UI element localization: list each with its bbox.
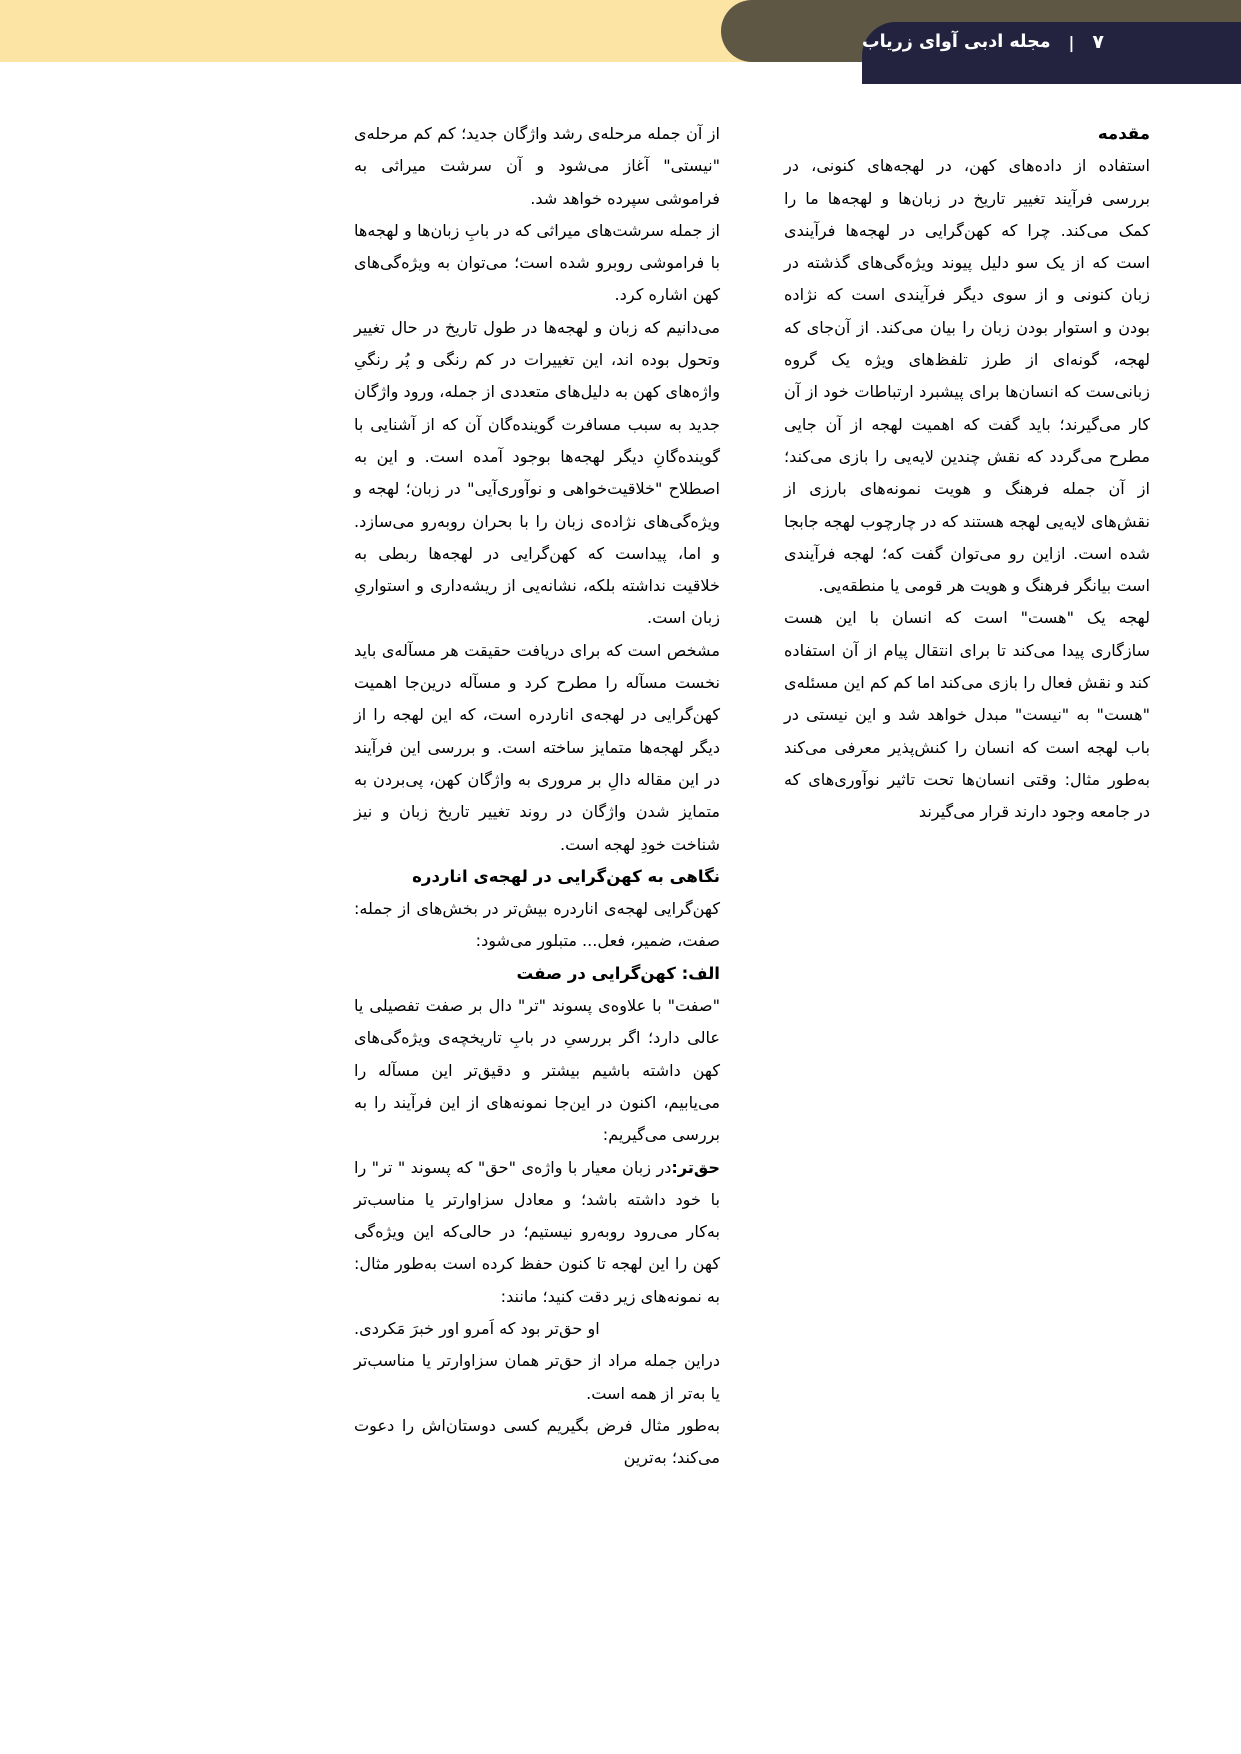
header-separator: | (1068, 32, 1075, 52)
example-sentence: او حق‌تر بود که اَمرو اور خبرَ مَکردی. (354, 1318, 600, 1338)
left-final-paragraph-2: به‌طور مثال فرض بگیریم کسی دوستان‌اش را دعوت می‌کند؛ به‌ترین (354, 1415, 720, 1468)
page-header (0, 0, 1241, 62)
section-heading-kohangerayi: نگاهی به کهن‌گرایی در لهجه‌ی اناردره (412, 866, 720, 886)
left-final-paragraph-1: دراین جمله مراد از حق‌تر همان سزاوارتر یا مناسب‌تر یا به‌تر از همه است. (354, 1351, 720, 1403)
right-column-heading: مقدمه (1097, 124, 1150, 143)
right-paragraph-2: لهجه یک "هست" است که انسان با این هست سازگاری پیدا می‌کند تا برای انتقال پیام از آن استفاده کند و نقش فعال را بازی می‌کند اما کم کم این مسئله‌ی "هست" به "نیست" مبدل خواهد شد و این نیستی در باب لهجه است که انسان را کنش‌پذیر معرفی می‌کند به‌طور مثال: وقتی انسان‌ها تحت تاثیر نوآوری‌های که در جامعه وجود دارند قرار می‌گیرند (784, 608, 1150, 822)
page-number: ۷ (1092, 31, 1104, 53)
run-in-body: در زبان معیار با واژه‌ی "حق" که پسوند " تر" را با خود داشته باشد؛ و معادل سزاوارتر یا مناسب‌تر به‌کار می‌رود روبه‌رو نیستیم؛ در حالی‌که این ویژه‌گی کهن را این لهجه تا کنون حفظ کرده است به‌طور مثال: به نمونه‌های زیر دقت کنید؛ مانند: (354, 1157, 720, 1306)
right-column (784, 118, 1150, 829)
page-body (0, 118, 1241, 1618)
left-paragraph-4: مشخص است که برای دریافت حقیقت هر مسآله‌ی باید نخست مسآله را مطرح کرد و مسآله درین‌جا اهمیت کهن‌گرایی در لهجه‌ی اناردره است، که این لهجه را از دیگر لهجه‌ها متمایز ساخته است. و بررسی این فرآیند در این مقاله دالِ بر مروری به واژگان کهن، پی‌بردن به متمایز شدن واژگان در روند تغییر تاریخ زبان و نیز شناخت خودِ لهجه است. (354, 640, 720, 854)
run-in-term: حق‌تر: (671, 1157, 720, 1177)
run-in-paragraph-haghtar (354, 1152, 720, 1313)
left-paragraph-5: "صفت" با علاوه‌ی پسوند "تر" دال بر صفت تفصیلی یا عالی دارد؛ اگر بررسیِ در بابِ تاریخچه‌ی ویژه‌گی‌های کهن داشته باشیم بیشتر و دقیق‌تر این مسآله را می‌یابیم، اکنون در این‌جا نمونه‌های از این فرآیند را به بررسی می‌گیریم: (354, 996, 720, 1145)
left-paragraph-1: از آن جمله مرحله‌ی رشد واژگان جدید؛ کم کم مرحله‌ی "نیستی" آغاز می‌شود و آن سرشت میراثی به فراموشی سپرده خواهد شد. (354, 124, 720, 208)
right-paragraph-1: استفاده از داده‌های کهن، در لهجه‌های کنونی، در بررسی فرآیند تغییر تاریخ در زبان‌ها و لهجه‌ها ما را کمک می‌کند. چرا که کهن‌گرایی در لهجه‌ها فرآیندی است که از یک سو دلیل پیوند ویژه‌گی‌های گذشته در زبان کنونی و از سوی دیگر فرآیندی است که نژاده بودن و استوار بودن زبان را بیان می‌کند. از آن‌جای که لهجه، گونه‌ای از طرز تلفظ‌های ویژه یک گروه زبانی‌ست که انسان‌ها برای پیشبرد ارتباطات خود از آن کار می‌گیرند؛ باید گفت که اهمیت لهجه از آن جایی مطرح می‌گردد که نقش چندین لایه‌یی را بازی می‌کند؛ از آن جمله فرهنگ و هویت نمونه‌های بارزی از نقش‌های لایه‌یی لهجه هستند که در چارچوب لهجه جابجا شده است. ازاین رو می‌توان گفت که؛ لهجه فرآیندی است بیانگر فرهنگ و هویت هر قومی یا منطقه‌یی. (784, 156, 1150, 596)
magazine-title: مجله ادبی آوای زریاب (862, 32, 1051, 52)
left-paragraph-3: می‌دانیم که زبان و لهجه‌ها در طول تاریخ در حال تغییر وتحول بوده اند، این تغییرات در کم رنگی و پُر رنگیِ واژه‌های کهن به دلیل‌های متعددی از جمله، ورود واژگان جدید به سبب مسافرت گوینده‌گان آن که از آشنایی با گوینده‌گانِ دیگر لهجه‌ها بوجود آمده است. و این به اصطلاح "خلاقیت‌خواهی و نوآوری‌آیی" در زبان؛ لهجه و ویژه‌گی‌های نژاده‌ی زبان را با بحران روبه‌رو می‌سازد. و اما، پیداست که کهن‌گرایی در لهجه‌ها ربطی به خلاقیت نداشته بلکه، نشانه‌یی از ریشه‌داری و استواریِ زبان است. (354, 317, 720, 628)
subsection-heading-alef: الف: کهن‌گرایی در صفت (516, 963, 720, 983)
left-paragraph-after-heading: کهن‌گرایی لهجه‌ی اناردره بیش‌تر در بخش‌های از جمله: صفت، ضمیر، فعل... متبلور می‌شود: (354, 899, 720, 951)
header-label-group (862, 22, 1241, 62)
left-paragraph-2: از جمله سرشت‌های میراثی که در بابِ زبان‌ها و لهجه‌ها با فراموشی روبرو شده است؛ می‌توان به ویژه‌گی‌های کهن اشاره کرد. (354, 220, 720, 305)
left-column (354, 118, 720, 1474)
